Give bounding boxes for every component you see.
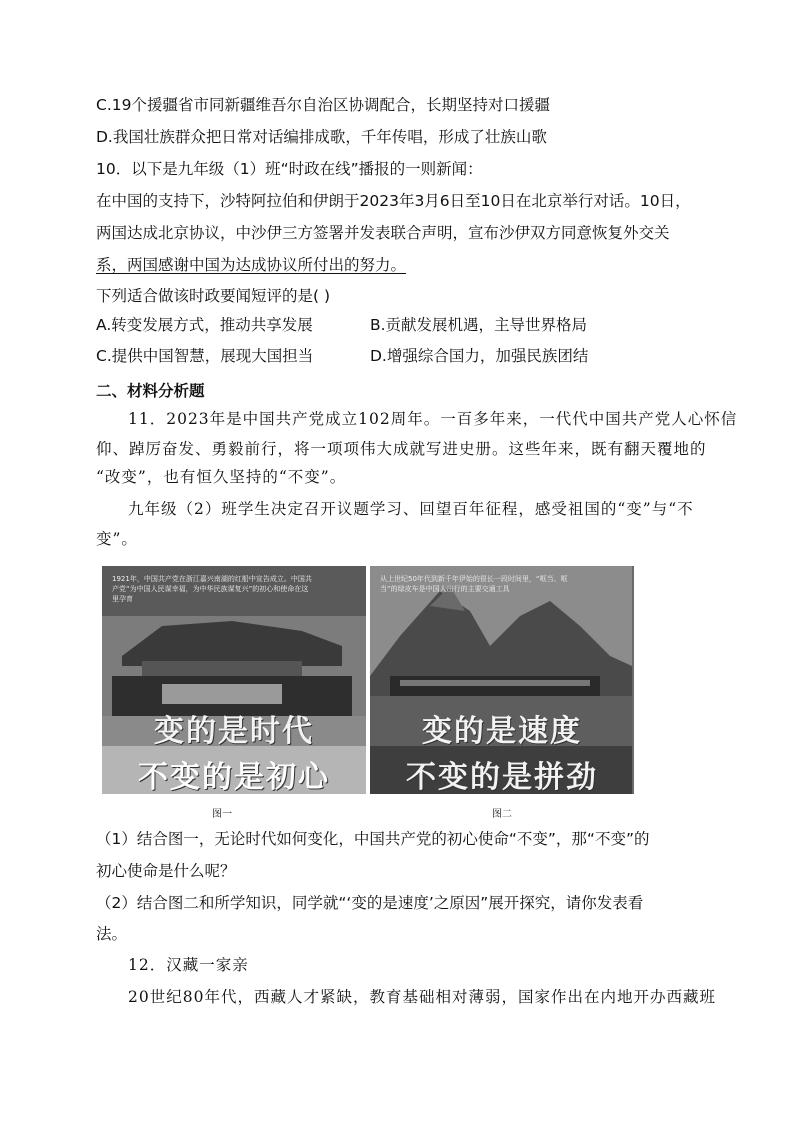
- news-line-2: 两国达成北京协议，中沙伊三方签署并发表联合声明，宣布沙伊双方同意恢复外交关: [96, 224, 670, 242]
- sub-question-2-line-2: 法。: [96, 925, 128, 943]
- figure-1-label: 图一: [212, 809, 232, 820]
- option-b: B.贡献发展机遇，主导世界格局: [370, 316, 588, 334]
- q11-para-3: “改变”，也有恒久坚持的“不变”。: [96, 468, 347, 486]
- option-d: D.增强综合国力，加强民族团结: [370, 347, 589, 365]
- question-10-prompt: 下列适合做该时政要闻短评的是( ): [96, 287, 331, 305]
- figure-2-image: [370, 566, 634, 794]
- figure-1-caption: 1921年，中国共产党在浙江嘉兴南湖的红船中宣告成立。中国共产党“为中国人民谋幸福，为中华民族谋复兴”的初心和使命在这里孕育: [112, 575, 312, 603]
- figure-1-slogan-bottom: 不变的是初心: [138, 760, 330, 794]
- line-option-c-prev: C.19个援疆省市同新疆维吾尔自治区协调配合，长期坚持对口援疆: [96, 96, 550, 114]
- figure-2-slogan-bottom: 不变的是拼劲: [406, 760, 598, 794]
- section-title: 二、材料分析题: [96, 382, 205, 400]
- figure-2-slogan-top: 变的是速度: [422, 714, 582, 749]
- option-c: C.提供中国智慧，展现大国担当: [96, 347, 314, 365]
- question-12-para-1: 20世纪80年代，西藏人才紧缺，教育基础相对薄弱，国家作出在内地开办西藏班: [128, 988, 716, 1006]
- sub-question-2-line-1: （2）结合图二和所学知识，同学就“‘变的是速度’之原因”展开探究，请你发表看: [96, 894, 644, 912]
- news-line-1: 在中国的支持下，沙特阿拉伯和伊朗于2023年3月6日至10日在北京举行对话。10日，: [96, 192, 691, 210]
- sub-question-1-line-1: （1）结合图一，无论时代如何变化，中国共产党的初心使命“不变”，那“不变”的: [96, 830, 650, 848]
- figure-1-image: [102, 566, 366, 794]
- q11-para-1: 11．2023年是中国共产党成立102周年。一百多年来，一代代中国共产党人心怀信: [128, 410, 738, 428]
- option-a: A.转变发展方式，推动共享发展: [96, 316, 313, 334]
- q11-para-4: 九年级（2）班学生决定召开议题学习、回望百年征程，感受祖国的“变”与“不: [128, 500, 694, 518]
- sub-question-1-line-2: 初心使命是什么呢？: [96, 862, 236, 880]
- question-10-title: 10．以下是九年级（1）班“时政在线”播报的一则新闻：: [96, 160, 483, 178]
- line-option-d-prev: D.我国壮族群众把日常对话编排成歌，千年传唱，形成了壮族山歌: [96, 128, 547, 146]
- q11-para-5: 变”。: [96, 530, 138, 548]
- q11-para-2: 仰、踔厉奋发、勇毅前行，将一项项伟大成就写进史册。这些年来，既有翻天覆地的: [96, 440, 707, 458]
- figure-2-caption: 从上世纪50年代到新千年伊始的很长一段时间里，“哐当、哐当”的绿皮车是中国人出行的主要交通工具: [380, 575, 568, 593]
- figure-1-slogan-top: 变的是时代: [154, 714, 314, 749]
- figure-2-label: 图二: [492, 809, 512, 820]
- news-line-3: 系，两国感谢中国为达成协议所付出的努力。: [96, 256, 407, 274]
- question-12-title: 12．汉藏一家亲: [128, 956, 249, 974]
